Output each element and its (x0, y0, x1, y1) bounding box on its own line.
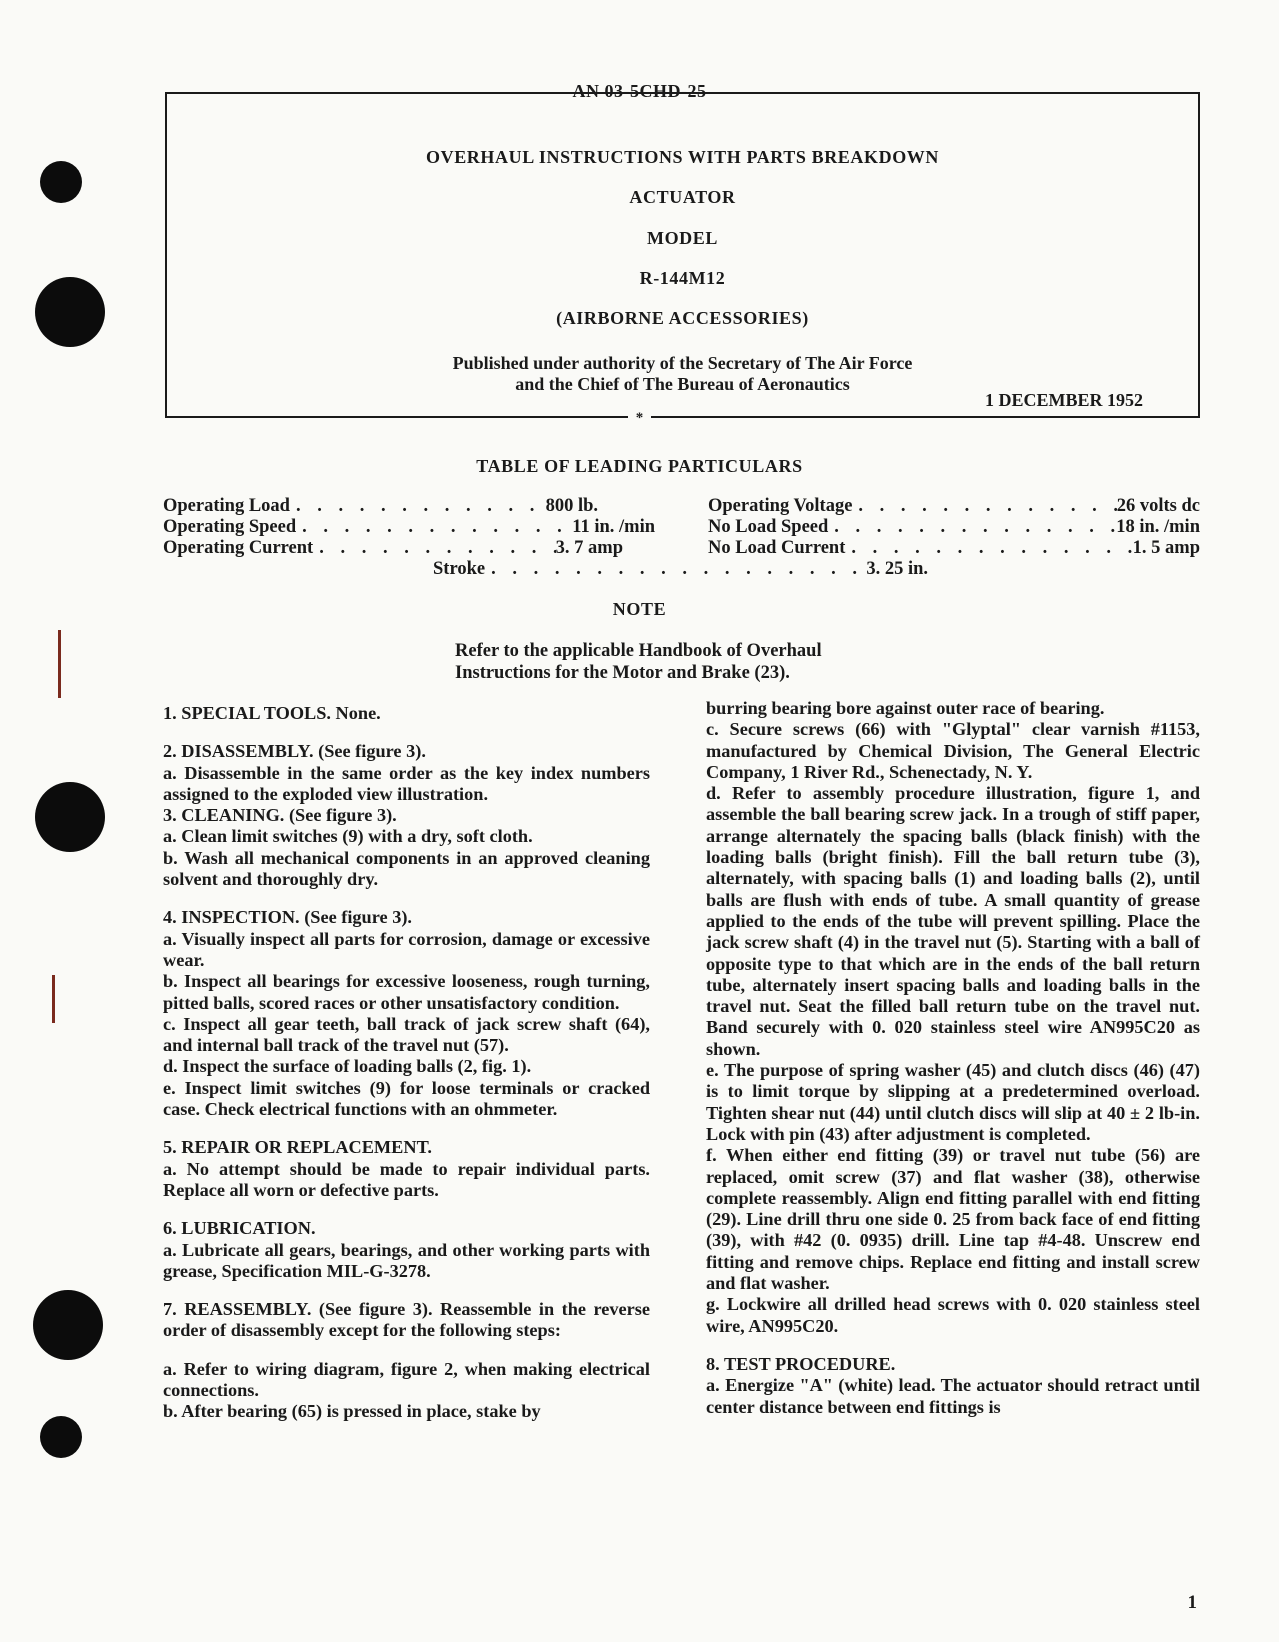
particular-value: 3. 7 amp (555, 538, 623, 558)
leader-dots (845, 538, 1132, 559)
title-line-2: ACTUATOR (629, 187, 736, 207)
right-column (706, 698, 1200, 1418)
paragraph: b. Inspect all bearings for excessive looseness, rough turning, pitted balls, scored races or other unsatisfactory condition. (163, 971, 650, 1013)
paragraph: c. Inspect all gear teeth, ball track of jack screw shaft (64), and internal ball track of the travel nut (57). (163, 1013, 650, 1056)
paragraph: a. Visually inspect all parts for corrosion, damage or excessive wear. (163, 928, 650, 970)
leader-dots (852, 496, 1116, 517)
particular-value: 18 in. /min (1116, 517, 1200, 537)
particular-value: 11 in. /min (572, 517, 655, 537)
paragraph: burring bearing bore against outer race of bearing. (706, 698, 1105, 718)
paragraph: a. Lubricate all gears, bearings, and other working parts with grease, Specification MIL-G-3278. (163, 1239, 650, 1281)
leader-dots (828, 517, 1116, 538)
particular-value: 3. 25 in. (866, 559, 928, 579)
particular-row (708, 517, 1200, 538)
note-line: Instructions for the Motor and Brake (23). (455, 663, 790, 683)
binder-hole-lower (33, 1290, 103, 1360)
section-heading: 1. SPECIAL TOOLS. None. (163, 703, 381, 723)
paragraph: a. Disassemble in the same order as the key index numbers assigned to the exploded view illustration. (163, 762, 650, 804)
particular-row (708, 538, 1200, 559)
binder-hole-middle (35, 782, 105, 852)
particular-row (163, 517, 655, 538)
leader-dots (313, 538, 555, 559)
paragraph: a. Clean limit switches (9) with a dry, soft cloth. (163, 826, 533, 847)
section-heading: 4. INSPECTION. (See figure 3). (163, 907, 412, 928)
particular-label: No Load Current (708, 538, 846, 558)
paragraph: f. When either end fitting (39) or travel nut tube (56) are replaced, omit screw (37) and flat washer (38), otherwise complete reassembly. Align end fitting parallel with end fitting (29). Line drill thru one side 0. 25 from back face of end fitting (39), with #42 (0. 0935) drill. Line tap #4-48. Unscrew end fitting and remove chips. Replace end fitting and install screw and flat washer. (706, 1145, 1200, 1294)
section-heading: 3. CLEANING. (See figure 3). (163, 805, 397, 826)
page-number: 1 (1187, 1592, 1197, 1613)
particular-label: Operating Current (163, 538, 314, 558)
particular-label: Stroke (433, 559, 486, 579)
particular-label: Operating Speed (163, 517, 297, 537)
authority-line-2: and the Chief of The Bureau of Aeronautics (515, 374, 850, 394)
publication-date: 1 DECEMBER 1952 (984, 390, 1143, 410)
particular-row (433, 559, 928, 580)
section-heading: 7. REASSEMBLY. (See figure 3). Reassemble in the reverse order of disassembly except for the following steps: (163, 1299, 650, 1341)
particular-row (163, 496, 598, 517)
particular-value: 1. 5 amp (1132, 538, 1200, 558)
binder-hole-upper (35, 277, 105, 347)
paragraph: a. Energize "A" (white) lead. The actuator should retract until center distance between end fittings is (706, 1375, 1200, 1417)
particular-label: Operating Voltage (708, 496, 853, 516)
note-line: Refer to the applicable Handbook of Overhaul (455, 641, 822, 661)
section-heading: 8. TEST PROCEDURE. (706, 1353, 896, 1374)
paragraph: g. Lockwire all drilled head screws with 0. 020 stainless steel wire, AN995C20. (706, 1294, 1200, 1336)
authority-line-1: Published under authority of the Secretary of The Air Force (452, 353, 913, 373)
paragraph: e. Inspect limit switches (9) for loose terminals or cracked case. Check electrical functions with an ohmmeter. (163, 1077, 650, 1120)
leader-dots (290, 496, 546, 517)
document-number: AN 03-5CHD-25 (0, 81, 1279, 102)
paragraph: c. Secure screws (66) with "Glyptal" clear varnish #1153, manufactured by Chemical Division, The General Electric Company, 1 River Rd., Schenectady, N. Y. (706, 719, 1200, 782)
paragraph: a. Refer to wiring diagram, figure 2, when making electrical connections. (163, 1358, 650, 1401)
leader-dots (485, 559, 866, 580)
margin-mark (58, 630, 61, 698)
leading-particulars-title: TABLE OF LEADING PARTICULARS (476, 456, 803, 476)
paragraph: b. After bearing (65) is pressed in place, stake by (163, 1401, 541, 1422)
particular-label: Operating Load (163, 496, 290, 516)
paragraph: d. Refer to assembly procedure illustration, figure 1, and assemble the ball bearing screw jack. In a trough of stiff paper, arrange alternately the spacing balls (black finish) with the loading balls (bright finish). Fill the ball return tube (3), alternately, with spacing balls (1) and loading balls (2), until balls are flush with ends of tube. A small quantity of grease applied to the ends of the tube will prevent spilling. Place the jack screw shaft (4) in the travel nut (5). Starting with a ball of opposite type to that which are in the ends of the ball return tube, alternately insert spacing balls and loading balls in the travel nut. Seat the filled ball return tube on the travel nut. Band securely with 0. 020 stainless steel wire AN995C20 as shown. (706, 783, 1200, 1059)
margin-mark (52, 975, 55, 1023)
particular-row (163, 538, 623, 559)
binder-hole-bottom (40, 1416, 82, 1458)
title-line-4: R-144M12 (639, 268, 726, 288)
section-heading: 2. DISASSEMBLY. (See figure 3). (163, 741, 426, 762)
title-line-3: MODEL (646, 228, 718, 248)
paragraph: a. No attempt should be made to repair individual parts. Replace all worn or defective parts. (163, 1158, 650, 1200)
particular-label: No Load Speed (708, 517, 829, 537)
left-column (163, 703, 650, 1423)
note-title: NOTE (612, 599, 667, 619)
note-body (455, 640, 955, 684)
paragraph: e. The purpose of spring washer (45) and clutch discs (46) (47) is to limit torque by slipping at a predetermined overload. Tighten shear nut (44) until clutch discs will slip at 40 ± 2 lb-in. Lock with pin (43) after adjustment is completed. (706, 1060, 1200, 1144)
particular-row (708, 496, 1200, 517)
section-heading: 5. REPAIR OR REPLACEMENT. (163, 1137, 432, 1158)
paragraph: b. Wash all mechanical components in an approved cleaning solvent and thoroughly dry. (163, 847, 650, 890)
binder-hole-top (40, 161, 82, 203)
section-heading: 6. LUBRICATION. (163, 1218, 316, 1239)
paragraph: d. Inspect the surface of loading balls (2, fig. 1). (163, 1056, 532, 1077)
particular-value: 26 volts dc (1116, 496, 1200, 516)
particular-value: 800 lb. (545, 496, 598, 516)
title-block-star: * (0, 408, 1279, 428)
leader-dots (296, 517, 572, 538)
title-line-5: (AIRBORNE ACCESSORIES) (556, 308, 809, 328)
title-line-1: OVERHAUL INSTRUCTIONS WITH PARTS BREAKDOWN (426, 147, 939, 167)
